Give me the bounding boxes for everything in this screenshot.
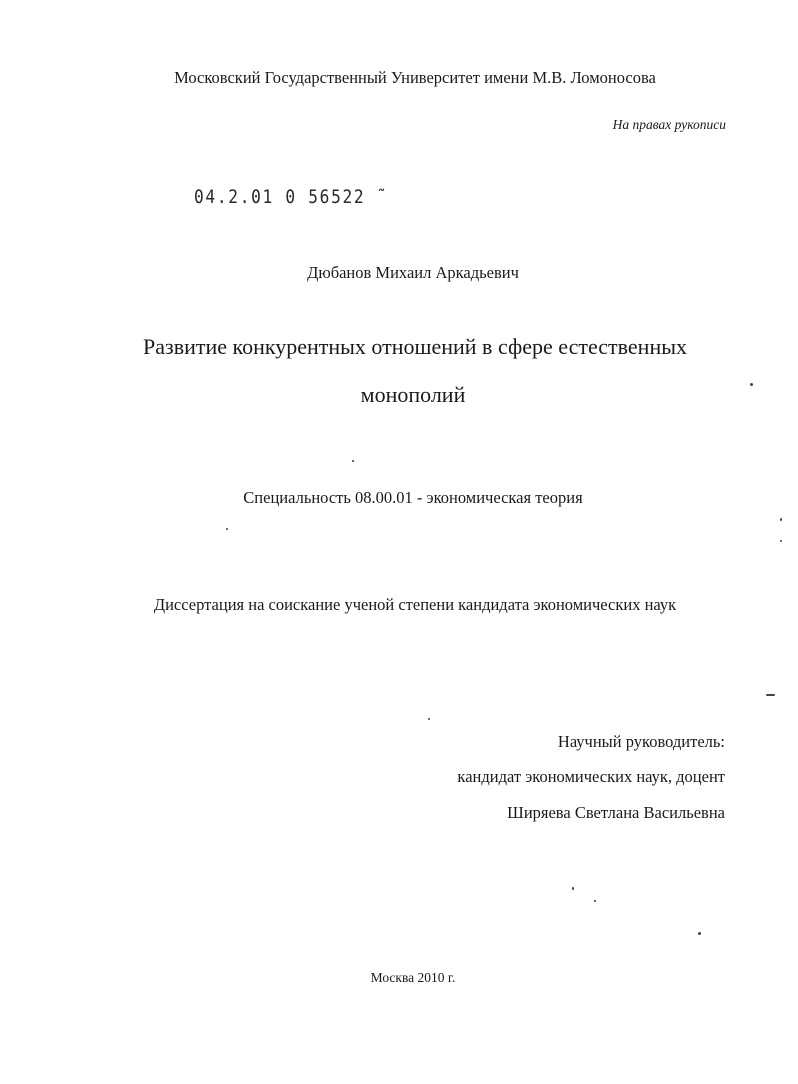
library-stamp-number: 04.2.01 0 56522 ˜ — [194, 186, 389, 208]
dissertation-degree-statement: Диссертация на соискание ученой степени кандидата экономических наук — [153, 595, 677, 614]
specialty-code: Специальность 08.00.01 - экономическая теория — [243, 488, 583, 507]
scan-speck — [780, 540, 782, 542]
author-name: Дюбанов Михаил Аркадьевич — [307, 263, 519, 282]
supervisor-degree: кандидат экономических наук, доцент — [457, 767, 725, 786]
supervisor-name: Ширяева Светлана Васильевна — [507, 803, 725, 822]
scan-speck — [428, 718, 430, 720]
scan-speck — [698, 932, 701, 935]
dissertation-title-line-2: монополий — [360, 382, 466, 407]
supervisor-label: Научный руководитель: — [557, 732, 725, 751]
city-year: Москва 2010 г. — [370, 970, 456, 985]
dissertation-title-line-1: Развитие конкурентных отношений в сфере естественных — [143, 334, 687, 359]
scan-speck — [594, 900, 596, 902]
scan-speck — [750, 383, 753, 386]
scan-speck — [352, 460, 354, 462]
scan-speck — [572, 887, 574, 890]
scan-speck — [226, 528, 228, 530]
scan-speck — [766, 694, 775, 696]
manuscript-rights-note: На правах рукописи — [612, 117, 726, 132]
scan-speck — [780, 518, 782, 521]
university-name: Московский Государственный Университет имени М.В. Ломоносова — [174, 68, 656, 87]
